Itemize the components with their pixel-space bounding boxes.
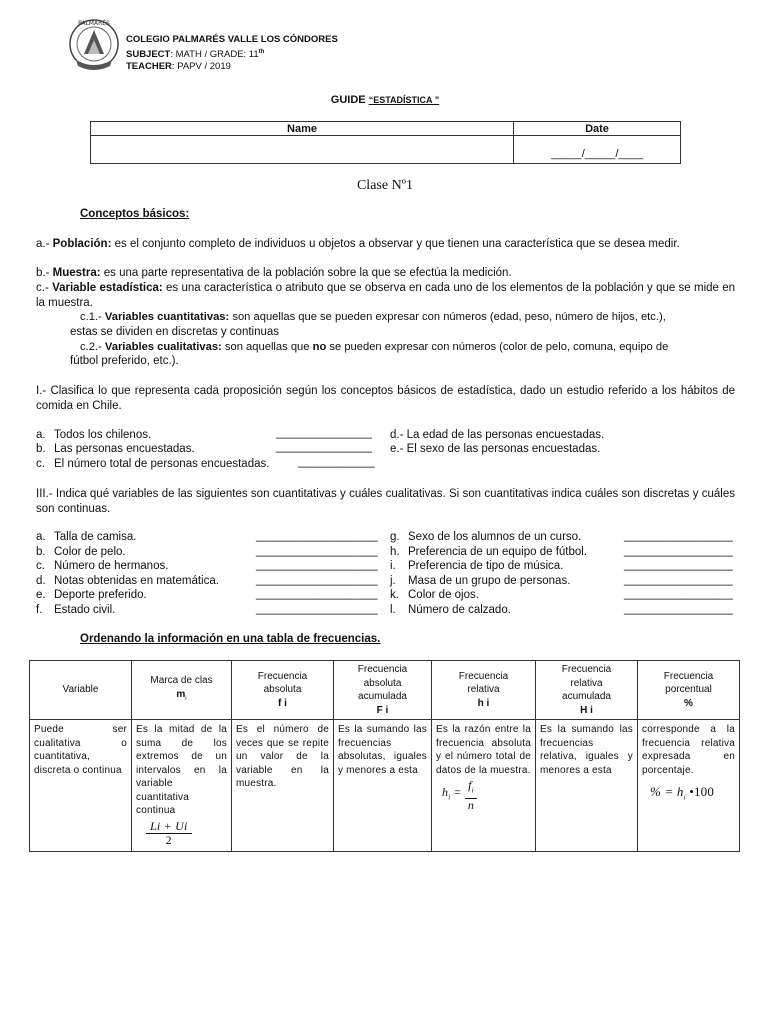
ex1-item-a: a. Todos los chilenos. [36, 429, 152, 441]
ex3-item-a: a. Talla de camisa. [36, 531, 137, 543]
ex3-item-g: g. Sexo de los alumnos de un curso. [390, 531, 582, 543]
cell-Hi: Es la sumando las frecuencias relativa, iguales y menores a esta [536, 720, 638, 852]
cell-marca: Es la mitad de la suma de los extremos de un intervalos en la variable cuantitativa continua $\frac{Li + Ui}{2}$ [132, 720, 232, 852]
ex1-blank-b[interactable]: _______________ [276, 441, 372, 453]
cell-variable: Puede ser cualitativa o cuantitativa, discreta o continua [30, 720, 132, 852]
ex1-blank-a[interactable]: _______________ [276, 427, 372, 439]
ex3-item-l: l. Número de calzado. [390, 603, 511, 616]
class-title: Clase Nº1 [356, 178, 414, 193]
ex3-item-b: b. Color de pelo. [36, 545, 126, 558]
ex3-blank-h[interactable]: _________________ [624, 544, 733, 557]
name-date-table [90, 121, 681, 164]
header-marca: Marca de clas $m_i$ [132, 661, 232, 720]
name-field[interactable] [91, 136, 514, 164]
ex3-item-e: e. Deporte preferido. [36, 589, 147, 602]
ex3-item-c: c. Número de hermanos. [36, 560, 169, 573]
ex3-blank-l[interactable]: _________________ [624, 602, 733, 615]
concept-cualitativas-cont: fútbol preferido, etc.). [70, 355, 179, 367]
ex3-blank-g[interactable]: _________________ [624, 530, 733, 542]
header-hi: Frecuencia relativa h i [432, 661, 536, 720]
ex3-item-k: k. Color de ojos. [390, 589, 479, 602]
ex3-item-f: f. Estado civil. [36, 603, 116, 616]
concept-cuantitativas: c.1.- Variables cuantitativas: son aquellas que se pueden expresar con números (edad, peso, número de hijos, etc.), [80, 311, 666, 323]
exercise-3-instruction: III.- Indica qué variables de las siguientes son cuantitativas y cuáles cualitativas. Si son cuantitativas indica cuáles son discretas y cuáles son continuas. [36, 488, 735, 515]
freq-section-title: Ordenando la información en una tabla de frecuencias. [80, 633, 381, 645]
ex3-blank-k[interactable]: _________________ [624, 588, 733, 601]
cell-fi: Es el número de veces que se repite un valor de la variable en la muestra. [232, 720, 334, 852]
ex1-item-c: c. El número total de personas encuestadas. [36, 458, 270, 470]
concept-muestra: b.- Muestra: es una parte representativa de la población sobre la que se efectúa la medición. [36, 267, 512, 279]
date-field[interactable]: _____/_____/____ [514, 136, 681, 164]
formula-porcentual: % = $h_i$ •100 [650, 784, 715, 802]
concepts-title: Conceptos básicos: [80, 208, 190, 220]
subject-line: SUBJECT: MATH / GRADE: 11th [126, 49, 265, 61]
concept-cuantitativas-cont: estas se dividen en discretas y continuas [70, 326, 280, 338]
header-Hi: Frecuencia relativa acumulada H i [536, 661, 638, 720]
ex3-blank-e[interactable]: ___________________ [256, 588, 378, 601]
school-name: COLEGIO PALMARÉS VALLE LOS CÓNDORES [126, 34, 338, 45]
logo-text: PALMARÉS [78, 20, 110, 27]
ex3-blank-b[interactable]: ___________________ [256, 544, 378, 557]
ex3-right-list [390, 530, 587, 618]
ex3-right-blanks [624, 529, 733, 617]
ex3-item-i: i. Preferencia de tipo de música. [390, 560, 564, 573]
cell-Fi: Es la sumando las frecuencias absolutas, iguales y menores a esta [334, 720, 432, 852]
ex3-item-j: j. Masa de un grupo de personas. [390, 574, 571, 587]
ex1-item-b: b. Las personas encuestadas. [36, 443, 195, 455]
ex3-blank-j[interactable]: _________________ [624, 573, 733, 586]
cell-porcentual: corresponde a la frecuencia relativa expresada en porcentaje. % = $h_i$ •100 [638, 720, 740, 852]
guide-title: GUIDE “ESTADÍSTICA ” [330, 94, 440, 106]
name-label: Name [91, 122, 514, 136]
formula-frecuencia-relativa: $h_i$ = $\frac{f_i}{n}$ [436, 779, 531, 812]
document-header [126, 34, 338, 73]
concept-cualitativas: c.2.- Variables cualitativas: son aquellas que no se pueden expresar con números (color de pelo, comuna, equipo de [80, 341, 669, 353]
ex1-item-d: d.- La edad de las personas encuestadas. [390, 429, 605, 441]
ex3-blank-d[interactable]: ___________________ [256, 573, 378, 586]
header-porcentual: Frecuencia porcentual % [638, 661, 740, 720]
ex1-blank-c[interactable]: ____________ [298, 456, 375, 468]
teacher-line: TEACHER: PAPV / 2019 [126, 61, 231, 73]
header-fi: Frecuencia absoluta f i [232, 661, 334, 720]
school-logo [62, 16, 126, 74]
concept-poblacion: a.- Población: es el conjunto completo de individuos u objetos a observar y que tienen una característica que se desea medir. [36, 238, 680, 250]
header-variable: Variable [30, 661, 132, 720]
freq-header-row [30, 661, 740, 720]
exercise-1-instruction: I.- Clasifica lo que representa cada proposición según los conceptos básicos de estadística, dado un estudio referido a los hábitos de comida en Chile. [36, 385, 735, 412]
header-Fi: Frecuencia absoluta acumulada F i [334, 661, 432, 720]
concept-variable: c.- Variable estadística: es una característica o atributo que se observa en cada uno de los elementos de la población y que se mide en la muestra. [36, 282, 735, 309]
formula-marca-clase: $\frac{Li + Ui}{2}$ [136, 820, 227, 848]
date-label: Date [514, 122, 681, 136]
ex3-blank-a[interactable]: ___________________ [256, 530, 378, 542]
ex3-item-h: h. Preferencia de un equipo de fútbol. [390, 545, 588, 558]
ex3-left-list [36, 530, 219, 618]
ex3-blank-c[interactable]: ___________________ [256, 559, 378, 572]
ex3-left-blanks [256, 529, 378, 617]
ex1-item-e: e.- El sexo de las personas encuestadas. [390, 443, 601, 455]
ex3-blank-i[interactable]: _________________ [624, 559, 733, 572]
freq-body-row [30, 720, 740, 852]
frequency-table [29, 660, 740, 852]
ex3-blank-f[interactable]: ___________________ [256, 602, 378, 615]
ex3-item-d: d. Notas obtenidas en matemática. [36, 574, 219, 587]
cell-hi: Es la razón entre la frecuencia absoluta y el número total de datos de la muestra. $h_i$ = $\frac{f_i}{n}$ [432, 720, 536, 852]
